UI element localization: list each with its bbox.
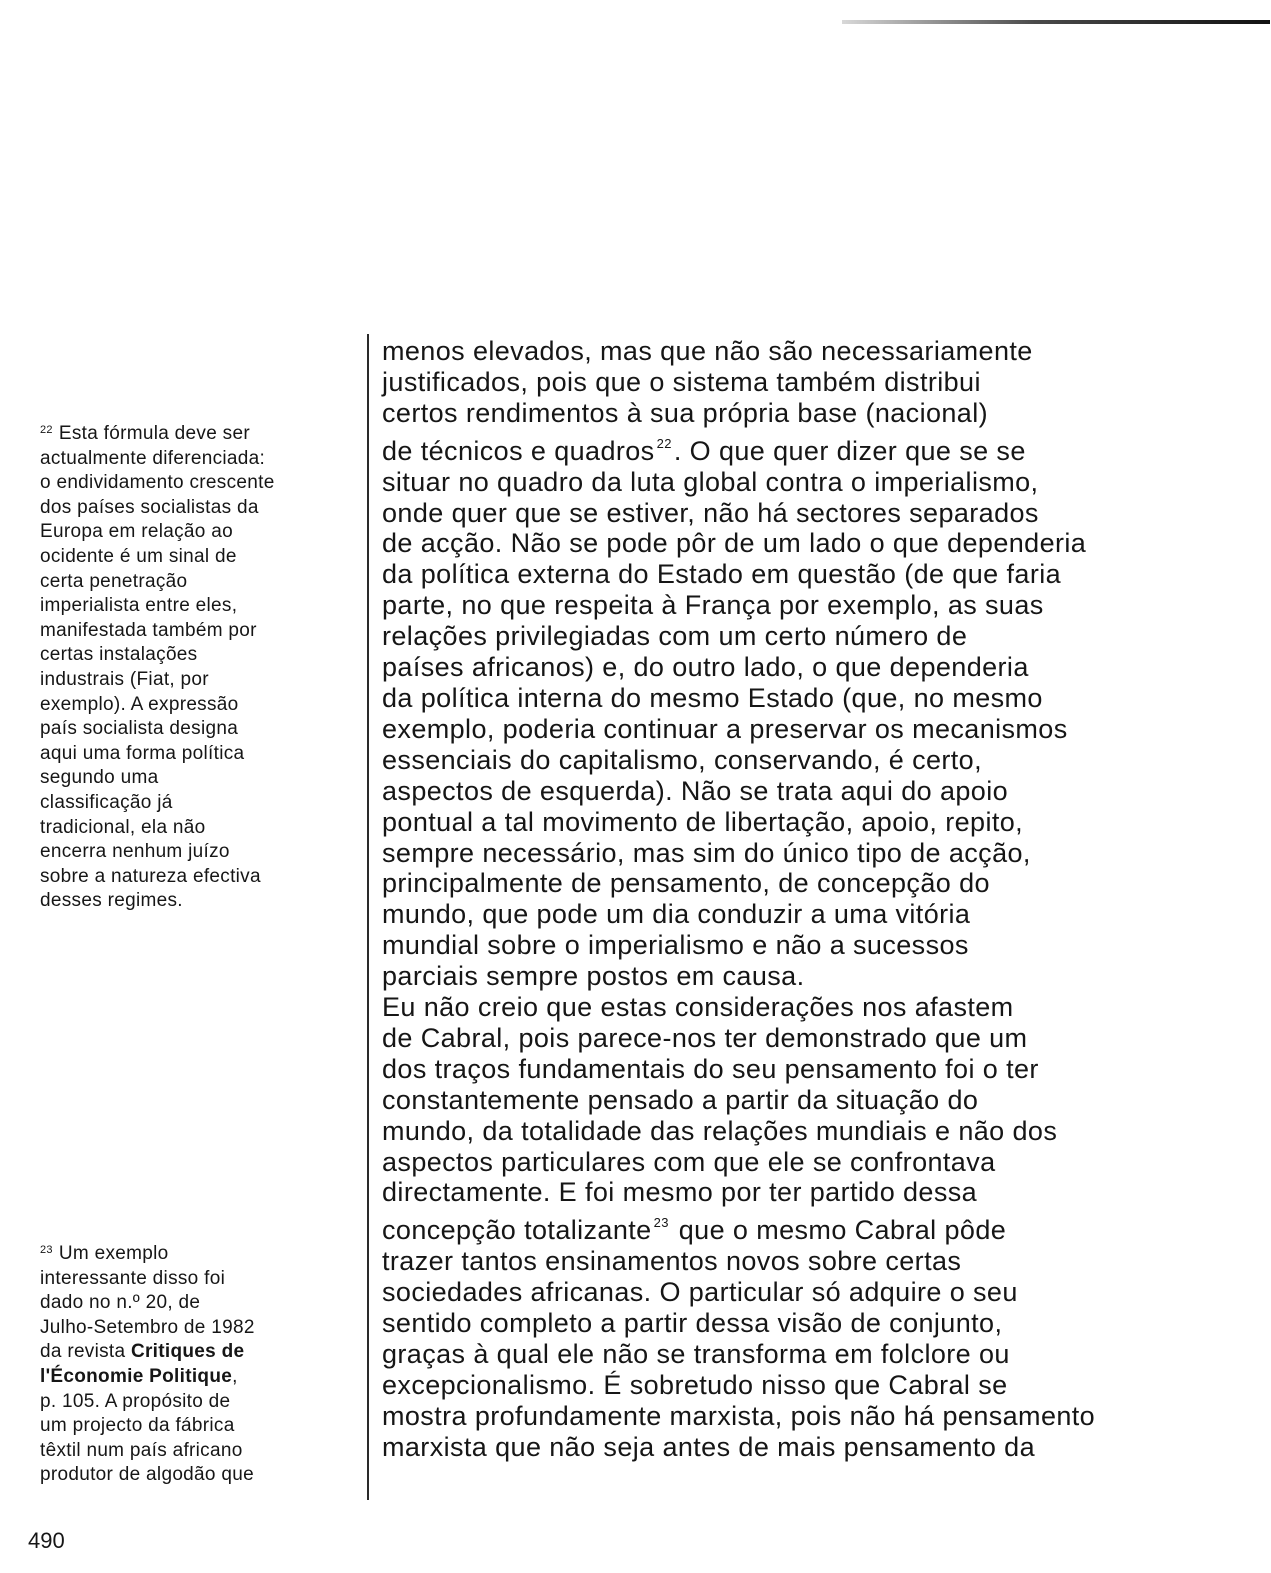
footnote-23-line: interessante disso foi xyxy=(40,1267,226,1289)
footnote-23 xyxy=(40,1238,352,1488)
body-line: essenciais do capitalismo, conservando, é certo, xyxy=(382,744,983,775)
page-number: 490 xyxy=(28,1528,65,1553)
body-line: principalmente de pensamento, de concepção do xyxy=(382,868,990,899)
body-line: exemplo, poderia continuar a preservar os mecanismos xyxy=(382,713,1068,744)
body-line: mundo, da totalidade das relações mundiais e não dos xyxy=(382,1115,1058,1146)
body-line: mundial sobre o imperialismo e não a sucessos xyxy=(382,930,969,961)
top-rule xyxy=(842,20,1270,24)
footnote-23-line: têxtil num país africano xyxy=(40,1439,243,1461)
body-line: directamente. E foi mesmo por ter partido dessa xyxy=(382,1177,978,1208)
body-line: Eu não creio que estas considerações nos afastem xyxy=(382,992,1014,1023)
footnote-ref-23: 23 xyxy=(653,1215,669,1231)
footnote-22-line: Europa em relação ao xyxy=(40,521,233,543)
footnote-22-line: encerra nenhum juízo xyxy=(40,841,230,863)
footnote-22-line: certas instalações xyxy=(40,644,198,666)
body-line: graças à qual ele não se transforma em folclore ou xyxy=(382,1339,1010,1369)
body-line: parciais sempre postos em causa. xyxy=(382,961,805,992)
footnote-22-line: aqui uma forma política xyxy=(40,742,245,764)
body-text xyxy=(382,336,1212,1463)
body-line: marxista que não seja antes de mais pensamento da xyxy=(382,1431,1035,1462)
body-line: certos rendimentos à sua própria base (nacional) xyxy=(382,397,989,428)
footnote-22-line: manifestada também por xyxy=(40,619,257,641)
body-line: menos elevados, mas que não são necessariamente xyxy=(382,336,1033,366)
body-line: de técnicos e quadros $^{22}$. O que quer dizer que se se xyxy=(382,435,1026,466)
body-line: parte, no que respeita à França por exemplo, as suas xyxy=(382,590,1044,621)
body-line: situar no quadro da luta global contra o imperialismo, xyxy=(382,466,1039,497)
footnote-22-line: industrais (Fiat, por xyxy=(40,668,209,690)
body-line: justificados, pois que o sistema também distribui xyxy=(382,366,981,397)
body-line: mostra profundamente marxista, pois não há pensamento xyxy=(382,1400,1096,1431)
body-line: excepcionalismo. É sobretudo nisso que Cabral se xyxy=(382,1369,1008,1400)
footnote-22-number: 22 xyxy=(40,424,53,436)
body-line: concepção totalizante $^{23}$ que o mesmo Cabral pôde xyxy=(382,1215,1007,1246)
footnote-22-line: sobre a natureza efectiva xyxy=(40,865,261,887)
body-line: relações privilegiadas com um certo número de xyxy=(382,621,968,652)
footnote-22-line: $^{22}$ Esta fórmula deve ser xyxy=(40,423,250,444)
footnote-22-line: exemplo). A expressão xyxy=(40,693,239,715)
footnote-23-line: um projecto da fábrica xyxy=(40,1415,235,1437)
footnote-22-line: certa penetração xyxy=(40,570,188,592)
footnote-22 xyxy=(40,418,352,914)
footnote-22-line: classificação já xyxy=(40,791,173,813)
body-line: onde quer que se estiver, não há sectores separados xyxy=(382,497,1039,528)
body-line: de Cabral, pois parece-nos ter demonstrado que um xyxy=(382,1022,1028,1053)
body-line: da política interna do mesmo Estado (que, no mesmo xyxy=(382,682,1043,713)
footnote-22-line: segundo uma xyxy=(40,767,159,789)
body-line: sempre necessário, mas sim do único tipo de acção, xyxy=(382,837,1031,868)
column-divider xyxy=(367,334,369,1500)
footnote-23-line: $^{23}$ Um exemplo xyxy=(40,1243,169,1264)
footnote-23-line: Julho-Setembro de 1982 xyxy=(40,1316,255,1338)
footnote-23-line: dado no n.º 20, de xyxy=(40,1292,201,1314)
footnote-23-line: da revista Critiques de xyxy=(40,1341,245,1363)
body-line: de acção. Não se pode pôr de um lado o que dependeria xyxy=(382,528,1087,559)
body-line: sociedades africanas. O particular só adquire o seu xyxy=(382,1277,1018,1308)
body-line: pontual a tal movimento de libertação, apoio, repito, xyxy=(382,806,1024,837)
footnote-22-line: dos países socialistas da xyxy=(40,496,259,518)
footnote-23-line: l'Économie Politique, xyxy=(40,1365,238,1387)
footnote-23-line: p. 105. A propósito de xyxy=(40,1390,231,1412)
body-line: constantemente pensado a partir da situação do xyxy=(382,1084,979,1115)
body-line: países africanos) e, do outro lado, o que dependeria xyxy=(382,652,1029,683)
footnote-22-line: o endividamento crescente xyxy=(40,472,275,494)
journal-title: l'Économie Politique xyxy=(40,1365,233,1387)
body-line: aspectos de esquerda). Não se trata aqui do apoio xyxy=(382,775,1009,806)
body-line: trazer tantos ensinamentos novos sobre certas xyxy=(382,1246,962,1277)
body-line: da política externa do Estado em questão (de que faria xyxy=(382,559,1062,590)
body-line: mundo, que pode um dia conduzir a uma vitória xyxy=(382,899,971,930)
footnote-23-line: produtor de algodão que xyxy=(40,1464,254,1486)
footnote-22-line: actualmente diferenciada: xyxy=(40,447,266,469)
footnote-ref-22: 22 xyxy=(656,435,672,451)
footnote-22-line: imperialista entre eles, xyxy=(40,595,238,617)
body-line: sentido completo a partir dessa visão de conjunto, xyxy=(382,1308,1003,1339)
footnote-22-line: desses regimes. xyxy=(40,890,183,912)
footnote-22-line: ocidente é um sinal de xyxy=(40,545,237,567)
body-line: dos traços fundamentais do seu pensamento foi o ter xyxy=(382,1053,1039,1084)
footnote-23-number: 23 xyxy=(40,1244,53,1256)
footnote-22-line: país socialista designa xyxy=(40,718,239,740)
footnote-22-line: tradicional, ela não xyxy=(40,816,206,838)
body-line: aspectos particulares com que ele se confrontava xyxy=(382,1146,996,1177)
journal-title: Critiques de xyxy=(130,1341,245,1363)
